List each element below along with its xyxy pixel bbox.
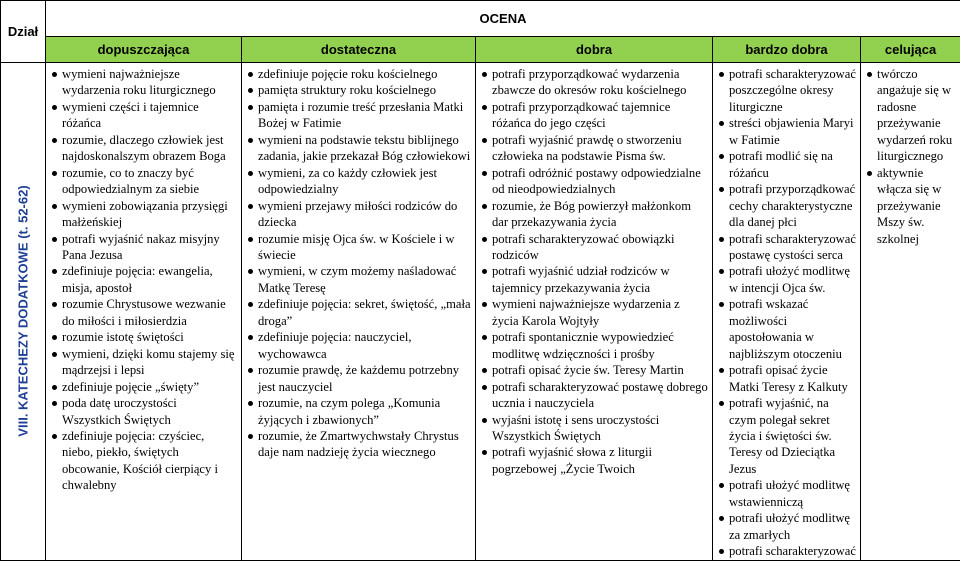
bullet-icon (52, 204, 57, 209)
requirement-text: potrafi przyporządkować tajemnice różańca do jego części (492, 100, 670, 130)
requirement-item (480, 198, 708, 231)
bullet-icon (719, 121, 724, 126)
bullet-icon (482, 368, 487, 373)
bullet-icon (248, 434, 253, 439)
requirement-item (246, 198, 471, 231)
requirement-text: potrafi ułożyć modlitwę w intencji Ojca św. (729, 264, 850, 294)
requirement-text: potrafi wyjaśnić słowa z liturgii pogrzebowej „Życie Twoich (492, 445, 652, 475)
requirement-item (717, 148, 856, 181)
requirement-item (50, 231, 237, 264)
requirement-text: rozumie, dlaczego człowiek jest najdoskonalszym obrazem Boga (62, 133, 226, 163)
requirement-item (480, 66, 708, 99)
requirement-list (476, 63, 712, 477)
requirement-item (717, 510, 856, 543)
bullet-icon (248, 204, 253, 209)
bullet-icon (719, 401, 724, 406)
bullet-icon (52, 105, 57, 110)
bullet-icon (719, 302, 724, 307)
requirement-item (480, 99, 708, 132)
bullet-icon (482, 418, 487, 423)
requirement-text: wymieni, w czym możemy naśladować Matkę Teresę (258, 264, 456, 294)
requirement-item (50, 165, 237, 198)
ocena-header: OCENA (46, 1, 960, 37)
requirement-text: potrafi ułożyć modlitwę wstawienniczą (729, 478, 850, 508)
requirement-text: rozumie, co to znaczy być odpowiedzialnym za siebie (62, 166, 199, 196)
bullet-icon (719, 154, 724, 159)
requirement-item (50, 395, 237, 428)
requirement-item (717, 263, 856, 296)
requirement-item (246, 263, 471, 296)
requirement-text: zdefiniuje pojęcia: ewangelia, misja, apostoł (62, 264, 213, 294)
bullet-icon (719, 72, 724, 77)
requirement-text: poda datę uroczystości Wszystkich Świętych (62, 396, 177, 426)
bullet-icon (52, 269, 57, 274)
requirement-item (480, 296, 708, 329)
requirement-list (46, 63, 241, 494)
bullet-icon (248, 138, 253, 143)
requirement-text: potrafi przyporządkować cechy charakterystyczne dla danej płci (729, 182, 855, 229)
requirement-text: rozumie Chrystusowe wezwanie do miłości i miłosierdzia (62, 297, 226, 327)
requirement-item (246, 296, 471, 329)
bullet-icon (52, 138, 57, 143)
requirement-text: potrafi scharakteryzować postawę cystości serca (729, 232, 856, 262)
requirement-text: wymieni, dzięki komu stajemy się mądrzejsi i lepsi (62, 347, 234, 377)
bullet-icon (719, 549, 724, 554)
requirement-text: wymieni najważniejsze wydarzenia z życia Karola Wojtyły (492, 297, 680, 327)
bullet-icon (482, 335, 487, 340)
requirement-text: zdefiniuje pojęcia: nauczyciel, wychowawca (258, 330, 412, 360)
requirement-item (717, 115, 856, 148)
section-cell (1, 63, 46, 561)
bullet-icon (248, 72, 253, 77)
grade-header-celujaca: celująca (861, 37, 960, 63)
bullet-icon (482, 450, 487, 455)
requirement-text: wymieni zobowiązania przysięgi małżeńskiej (62, 199, 228, 229)
requirement-list (242, 63, 475, 461)
requirement-item (50, 66, 237, 99)
bullet-icon (482, 72, 487, 77)
section-title: VIII. KATECHEZY DODATKOWE (t. 52-62) (16, 81, 31, 541)
requirement-item (246, 66, 471, 82)
requirement-text: twórczo angażuje się w radosne przeżywanie wydarzeń roku liturgicznego (877, 67, 952, 163)
requirement-text: potrafi wskazać możliwości apostołowania w najbliższym otoczeniu (729, 297, 842, 360)
requirement-text: zdefiniuje pojęcie „święty” (62, 380, 199, 394)
bullet-icon (52, 352, 57, 357)
requirement-text: potrafi przyporządkować wydarzenia zbawcze do okresów roku kościelnego (492, 67, 686, 97)
requirement-text: potrafi wyjaśnić, na czym polegał sekret życia i świętości św. Teresy od Dzieciątka Jezus (729, 396, 835, 476)
requirement-text: potrafi spontanicznie wypowiedzieć modlitwę wdzięczności i prośby (492, 330, 674, 360)
bullet-icon (52, 434, 57, 439)
bullet-icon (248, 302, 253, 307)
bullet-icon (248, 269, 253, 274)
requirement-text: potrafi odróżnić postawy odpowiedzialne od nieodpowiedzialnych (492, 166, 701, 196)
requirement-text: potrafi wyjaśnić nakaz misyjny Pana Jezusa (62, 232, 220, 262)
dzial-header: Dział (1, 1, 46, 63)
requirement-item (50, 428, 237, 494)
column-celujaca (861, 63, 960, 561)
bullet-icon (482, 302, 487, 307)
requirement-text: wymieni przejawy miłości rodziców do dziecka (258, 199, 457, 229)
bullet-icon (52, 401, 57, 406)
requirement-item (717, 66, 856, 115)
requirement-item (717, 362, 856, 395)
bullet-icon (482, 269, 487, 274)
requirement-item (50, 198, 237, 231)
requirement-text: streści objawienia Maryi w Fatimie (729, 116, 854, 146)
requirement-item (480, 263, 708, 296)
bullet-icon (719, 237, 724, 242)
bullet-icon (482, 105, 487, 110)
requirement-text: wyjaśni istotę i sens uroczystości Wszystkich Świętych (492, 413, 659, 443)
requirement-item (480, 362, 708, 378)
requirement-text: rozumie prawdę, że każdemu potrzebny jest nauczyciel (258, 363, 459, 393)
column-bardzo-dobra (713, 63, 861, 561)
grade-header-bardzo-dobra: bardzo dobra (713, 37, 861, 63)
requirement-text: zdefiniuje pojęcia: czyściec, niebo, piekło, świętych obcowanie, Kościół cierpiący i chwalebny (62, 429, 218, 492)
bullet-icon (719, 368, 724, 373)
column-dostateczna (242, 63, 476, 561)
bullet-icon (248, 401, 253, 406)
requirement-list (861, 63, 960, 247)
requirement-item (717, 477, 856, 510)
requirement-text: potrafi wyjaśnić udział rodziców w tajemnicy przekazywania życia (492, 264, 670, 294)
bullet-icon (248, 335, 253, 340)
requirement-text: rozumie, że Zmartwychwstały Chrystus daje nam nadzieję życia wiecznego (258, 429, 459, 459)
requirement-text: potrafi opisać życie Matki Teresy z Kalkuty (729, 363, 848, 393)
grade-header-dostateczna: dostateczna (242, 37, 476, 63)
bullet-icon (719, 516, 724, 521)
requirement-text: pamięta i rozumie treść przesłania Matki Bożej w Fatimie (258, 100, 463, 130)
requirement-text: potrafi opisać życie św. Teresy Martin (492, 363, 684, 377)
bullet-icon (867, 171, 872, 176)
requirement-list (713, 63, 860, 560)
requirement-text: rozumie, że Bóg powierzył małżonkom dar przekazywania życia (492, 199, 691, 229)
requirement-item (865, 66, 956, 165)
requirement-item (50, 263, 237, 296)
requirement-item (246, 82, 471, 98)
bullet-icon (248, 368, 253, 373)
requirement-text: rozumie istotę świętości (62, 330, 184, 344)
requirement-item (480, 231, 708, 264)
requirement-item (50, 329, 237, 345)
bullet-icon (482, 385, 487, 390)
requirement-text: wymieni na podstawie tekstu biblijnego zadania, jakie przekazał Bóg człowiekowi (258, 133, 470, 163)
column-dopuszczajaca (46, 63, 242, 561)
requirement-text: wymieni najważniejsze wydarzenia roku liturgicznego (62, 67, 216, 97)
grade-header-dopuszczajaca: dopuszczająca (46, 37, 242, 63)
requirement-item (480, 132, 708, 165)
requirement-text: rozumie, na czym polega „Komunia żyjących i zbawionych” (258, 396, 440, 426)
requirement-item (865, 165, 956, 247)
bullet-icon (248, 171, 253, 176)
requirement-item (717, 181, 856, 230)
requirement-text: potrafi ułożyć modlitwę za zmarłych (729, 511, 850, 541)
column-dobra (476, 63, 713, 561)
requirement-text: potrafi wyjaśnić prawdę o stworzeniu człowieka na podstawie Pisma św. (492, 133, 682, 163)
bullet-icon (482, 171, 487, 176)
requirement-item (246, 362, 471, 395)
bullet-icon (248, 105, 253, 110)
grade-header-dobra: dobra (476, 37, 713, 63)
requirement-text: zdefiniuje pojęcie roku kościelnego (258, 67, 437, 81)
bullet-icon (719, 483, 724, 488)
requirement-text: wymieni części i tajemnice różańca (62, 100, 199, 130)
requirement-text: potrafi scharakteryzować obowiązki rodziców (492, 232, 675, 262)
requirement-item (246, 99, 471, 132)
requirement-item (480, 412, 708, 445)
requirement-text: wymieni, za co każdy człowiek jest odpowiedzialny (258, 166, 437, 196)
requirement-item (717, 395, 856, 477)
requirement-text: zdefiniuje pojęcia: sekret, świętość, „mała droga” (258, 297, 471, 327)
requirement-text: pamięta struktury roku kościelnego (258, 83, 436, 97)
requirement-item (50, 296, 237, 329)
requirement-item (480, 444, 708, 477)
requirement-item (50, 99, 237, 132)
bullet-icon (482, 204, 487, 209)
requirement-item (717, 543, 856, 559)
requirement-item (246, 132, 471, 165)
requirement-text: potrafi scharakteryzować postawę dobrego ucznia i nauczyciela (492, 380, 708, 410)
requirement-item (50, 379, 237, 395)
bullet-icon (248, 88, 253, 93)
requirement-item (480, 329, 708, 362)
requirement-item (717, 231, 856, 264)
requirement-item (246, 165, 471, 198)
requirement-item (717, 296, 856, 362)
requirement-text: potrafi scharakteryzować poszczególne okresy liturgiczne (729, 67, 856, 114)
bullet-icon (52, 237, 57, 242)
requirement-item (246, 329, 471, 362)
requirement-text: potrafi modlić się na różańcu (729, 149, 833, 179)
bullet-icon (52, 171, 57, 176)
bullet-icon (719, 187, 724, 192)
bullet-icon (719, 269, 724, 274)
requirement-item (246, 231, 471, 264)
requirement-text: rozumie misję Ojca św. w Kościele i w świecie (258, 232, 454, 262)
requirement-item (246, 428, 471, 461)
bullet-icon (248, 237, 253, 242)
bullet-icon (52, 72, 57, 77)
requirement-text: aktywnie włącza się w przeżywanie Mszy św. szkolnej (877, 166, 941, 246)
requirement-item (480, 379, 708, 412)
requirement-item (50, 132, 237, 165)
bullet-icon (52, 335, 57, 340)
requirement-text: potrafi scharakteryzować (729, 544, 856, 558)
bullet-icon (482, 237, 487, 242)
requirement-item (246, 395, 471, 428)
bullet-icon (482, 138, 487, 143)
bullet-icon (52, 385, 57, 390)
requirement-item (480, 165, 708, 198)
bullet-icon (867, 72, 872, 77)
bullet-icon (52, 302, 57, 307)
requirement-item (50, 346, 237, 379)
